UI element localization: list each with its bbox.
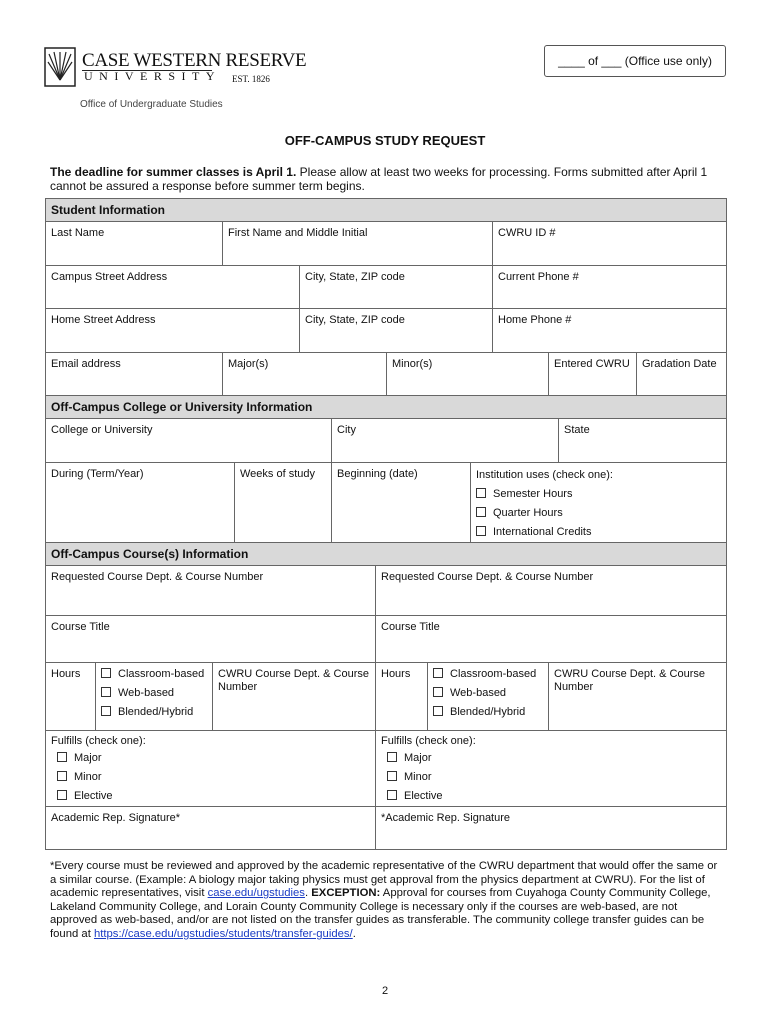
classroom-option-left[interactable]: Classroom-based	[101, 665, 207, 684]
institution-units-group	[471, 463, 726, 543]
first-name-field[interactable]: First Name and Middle Initial	[223, 222, 493, 266]
weeks-field[interactable]: Weeks of study	[235, 463, 332, 543]
request-form	[45, 198, 727, 850]
home-phone-field[interactable]: Home Phone #	[493, 309, 726, 353]
requested-course-right[interactable]: Requested Course Dept. & Course Number	[376, 566, 726, 616]
footnote	[50, 860, 726, 942]
college-state-field[interactable]: State	[559, 419, 726, 463]
cwru-id-field[interactable]: CWRU ID #	[493, 222, 726, 266]
form-title: OFF-CAMPUS STUDY REQUEST	[284, 133, 486, 148]
campus-address-field[interactable]: Campus Street Address	[46, 266, 300, 309]
checkbox[interactable]	[57, 771, 67, 781]
requested-course-left[interactable]: Requested Course Dept. & Course Number	[46, 566, 376, 616]
checkbox[interactable]	[101, 668, 111, 678]
checkbox[interactable]	[387, 790, 397, 800]
office-name: Office of Undergraduate Studies	[80, 99, 223, 110]
last-name-field[interactable]: Last Name	[46, 222, 223, 266]
fulfills-group-right	[376, 731, 726, 807]
logo-est: EST. 1826	[232, 74, 270, 84]
blended-option-right[interactable]: Blended/Hybrid	[433, 703, 543, 722]
checkbox[interactable]	[433, 687, 443, 697]
majors-field[interactable]: Major(s)	[223, 353, 387, 396]
checkbox[interactable]	[433, 706, 443, 716]
deadline-text: Please allow at least two weeks for processing. Forms submitted after April 1 cannot be assured a response before summer term begins.	[50, 165, 708, 193]
footnote-text-2: .	[304, 887, 312, 900]
deadline-bold: The deadline for summer classes is April 1.	[50, 165, 297, 179]
checkbox[interactable]	[101, 706, 111, 716]
logo-university: UNIVERSITY	[84, 69, 221, 83]
fulfills-label-right: Fulfills (check one):	[381, 735, 476, 747]
home-address-field[interactable]: Home Street Address	[46, 309, 300, 353]
checkbox[interactable]	[57, 752, 67, 762]
major-option-left[interactable]: Major	[51, 749, 370, 768]
graduation-date-field[interactable]: Gradation Date	[637, 353, 726, 396]
entered-cwru-field[interactable]: Entered CWRU	[549, 353, 637, 396]
exception-label: EXCEPTION:	[311, 887, 381, 900]
current-phone-field[interactable]: Current Phone #	[493, 266, 726, 309]
checkbox[interactable]	[57, 790, 67, 800]
office-use-box: ____ of ___ (Office use only)	[544, 45, 726, 77]
minor-option-left[interactable]: Minor	[51, 768, 370, 787]
footnote-text-3: Approval for courses from Cuyahoga County Community College, Lakeland Community College, and Lorain County Community College is necessary only if the courses are web-based, are not approved as web-based, and/or are not listed on the transfer guides as transferable. The community college transfer guides can be found at	[50, 887, 711, 940]
elective-option-right[interactable]: Elective	[381, 787, 721, 806]
page-number: 2	[381, 985, 389, 997]
email-field[interactable]: Email address	[46, 353, 223, 396]
quarter-checkbox[interactable]	[476, 507, 486, 517]
classroom-option-right[interactable]: Classroom-based	[433, 665, 543, 684]
term-year-field[interactable]: During (Term/Year)	[46, 463, 235, 543]
signature-left[interactable]: Academic Rep. Signature*	[46, 807, 376, 849]
transfer-guides-link[interactable]: https://case.edu/ugstudies/students/transfer-guides/	[93, 927, 353, 940]
section-college: Off-Campus College or University Information	[46, 396, 726, 419]
international-checkbox[interactable]	[476, 526, 486, 536]
college-field[interactable]: College or University	[46, 419, 332, 463]
footnote-text-1: *Every course must be reviewed and approved by the academic representative of the CWRU department that would offer the same or a similar course. (Example: A biology major taking physics must get approval from the physics department at CWRU). For the list of academic representatives, visit	[50, 860, 718, 900]
deadline-notice	[50, 165, 730, 193]
course-title-left[interactable]: Course Title	[46, 616, 376, 663]
checkbox[interactable]	[433, 668, 443, 678]
checkbox[interactable]	[387, 771, 397, 781]
minors-field[interactable]: Minor(s)	[387, 353, 549, 396]
cwru-course-right[interactable]: CWRU Course Dept. & Course Number	[549, 663, 726, 731]
blended-option-left[interactable]: Blended/Hybrid	[101, 703, 207, 722]
delivery-group-right	[428, 663, 549, 731]
checkbox[interactable]	[387, 752, 397, 762]
fulfills-group-left	[46, 731, 376, 807]
university-logo	[44, 46, 307, 116]
elective-option-left[interactable]: Elective	[51, 787, 370, 806]
web-option-left[interactable]: Web-based	[101, 684, 207, 703]
beginning-date-field[interactable]: Beginning (date)	[332, 463, 471, 543]
semester-checkbox[interactable]	[476, 488, 486, 498]
campus-city-field[interactable]: City, State, ZIP code	[300, 266, 493, 309]
cwru-course-left[interactable]: CWRU Course Dept. & Course Number	[213, 663, 376, 731]
quarter-hours-option[interactable]: Quarter Hours	[476, 504, 721, 523]
section-student: Student Information	[46, 199, 726, 222]
hours-field-left[interactable]: Hours	[46, 663, 96, 731]
ugstudies-link[interactable]: case.edu/ugstudies	[207, 887, 305, 900]
checkbox[interactable]	[101, 687, 111, 697]
major-option-right[interactable]: Major	[381, 749, 721, 768]
footnote-text-4: .	[352, 927, 356, 940]
section-courses: Off-Campus Course(s) Information	[46, 543, 726, 566]
semester-hours-option[interactable]: Semester Hours	[476, 485, 721, 504]
course-title-right[interactable]: Course Title	[376, 616, 726, 663]
institution-label: Institution uses (check one):	[476, 469, 613, 481]
signature-right[interactable]: *Academic Rep. Signature	[381, 812, 511, 824]
logo-wordmark: CASE WESTERN RESERVE	[82, 50, 307, 71]
minor-option-right[interactable]: Minor	[381, 768, 721, 787]
international-credits-option[interactable]: International Credits	[476, 523, 721, 542]
hours-field-right[interactable]: Hours	[376, 663, 428, 731]
fulfills-label-left: Fulfills (check one):	[51, 735, 146, 747]
home-city-field[interactable]: City, State, ZIP code	[300, 309, 493, 353]
college-city-field[interactable]: City	[332, 419, 559, 463]
delivery-group-left	[96, 663, 213, 731]
web-option-right[interactable]: Web-based	[433, 684, 543, 703]
